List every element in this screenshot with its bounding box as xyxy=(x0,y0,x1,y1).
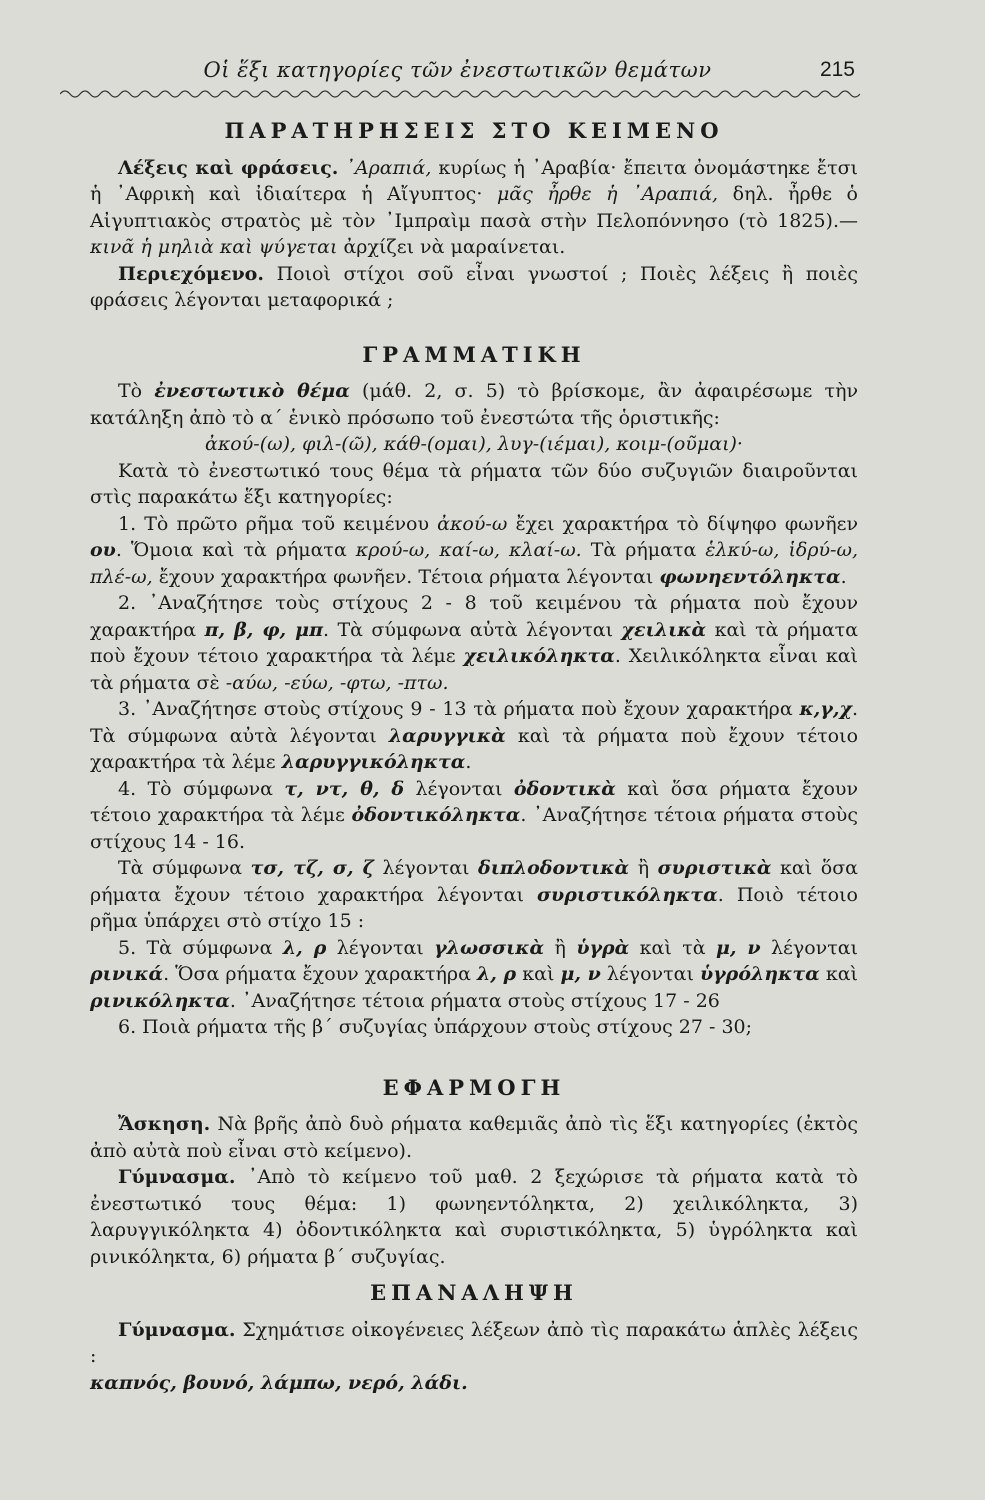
review-paragraph: Γύμνασμα. Σχημάτισε οἰκογένειες λέξεων ἀπὸ τὶς παρακάτω ἁπλὲς λέξεις : xyxy=(90,1318,858,1367)
grammar-item-1: 1. Τὸ πρῶτο ρῆμα τοῦ κειμένου ἀκού-ω ἔχει χαρακτήρα τὸ δίψηφο φωνῆεν ου. Ὅμοια καὶ τὰ ρήματα κρού-ω, καί-ω, κλαί-ω. Τὰ ρήματα ἑλκύ-ω, ἱδρύ-ω, πλέ-ω, ἔχουν χαρακτήρα φωνῆεν. Τέτοια ρήματα λέγονται φωνηεντόληκτα. xyxy=(90,512,859,588)
lead-review-practice: Γύμνασμα. xyxy=(118,1318,236,1341)
grammar-item-5: 5. Τὰ σύμφωνα λ, ρ λέγονται γλωσσικὰ ἢ ὑγρὰ καὶ τὰ μ, ν λέγονται ρινικά. Ὅσα ρήματα ἔχουν χαρακτήρα λ, ρ καὶ μ, ν λέγονται ὑγρόληκτα καὶ ρινικόληκτα. ᾿Αναζήτησε τέτοια ρήματα στοὺς στίχους 17 - 26 xyxy=(90,936,859,1012)
section-title-review: ΕΠΑΝΑΛΗΨΗ xyxy=(370,1280,578,1305)
section-title-observations: ΠΑΡΑΤΗΡΗΣΕΙΣ ΣΤΟ ΚΕΙΜΕΝΟ xyxy=(224,118,724,143)
grammar-intro-2: Κατὰ τὸ ἐνεστωτικό τους θέμα τὰ ρήματα τῶν δύο συζυγιῶν διαιροῦνται στὶς παρακάτω ἕξι κατηγορίες: xyxy=(90,459,858,508)
grammar-item-2: 2. ᾿Αναζήτησε τοὺς στίχους 2 - 8 τοῦ κειμένου τὰ ρήματα ποὺ ἔχουν χαρακτήρα π, β, φ, μπ. Τὰ σύμφωνα αὐτὰ λέγονται χειλικὰ καὶ τὰ ρήματα ποὺ ἔχουν τέτοιο χαρακτήρα τὰ λέμε χειλικόληκτα. Χειλικόληκτα εἶναι καὶ τὰ ρήματα σὲ -αύω, -εύω, -φτω, -πτω. xyxy=(90,592,859,694)
running-title: Οἱ ἕξι κατηγορίες τῶν ἐνεστωτικῶν θεμάτων xyxy=(203,58,712,82)
grammar-item-6: 6. Ποιὰ ρήματα τῆς β΄ συζυγίας ὑπάρχουν στοὺς στίχους 27 - 30; xyxy=(118,1016,753,1038)
section-title-grammar: ΓΡΑΜΜΑΤΙΚΗ xyxy=(362,341,586,367)
practice-paragraph: Γύμνασμα. ᾿Απὸ τὸ κείμενο τοῦ μαθ. 2 ξεχώρισε τὰ ρήματα κατὰ τὸ ἐνεστωτικό τους θέμα: 1) φωνηεντόληκτα, 2) χειλικόληκτα, 3) λαρυγγικόληκτα 4) ὀδοντικόληκτα καὶ συριστικόληκτα, 5) ὑγρόληκτα καὶ ρινικόληκτα, 6) ρήματα β΄ συζυγίας. xyxy=(90,1166,858,1268)
grammar-item-4b: Τὰ σύμφωνα τσ, τζ, σ, ζ λέγονται διπλοδοντικὰ ἢ συριστικὰ καὶ ὅσα ρήματα ἔχουν τέτοιο χαρακτήρα λέγονται συριστικόληκτα. Ποιὸ τέτοιο ρῆμα ὑπάρχει στὸ στίχο 15 : xyxy=(90,857,858,932)
page-content xyxy=(90,118,858,1396)
grammar-item-4: 4. Τὸ σύμφωνα τ, ντ, θ, δ λέγονται ὀδοντικὰ καὶ ὅσα ρήματα ἔχουν τέτοιο χαρακτήρα τὰ λέμε ὀδοντικόληκτα. ᾿Αναζήτησε τέτοια ρήματα στοὺς στίχους 14 - 16. xyxy=(90,777,859,853)
paragraph-words-phrases: Λέξεις καὶ φράσεις. ᾿Αραπιά, κυρίως ἡ ᾿Αραβία· ἔπειτα ὀνομάστηκε ἔτσι ἡ ᾿Αφρικὴ καὶ ἰδιαίτερα ἡ Αἴγυπτος· μᾶς ἦρθε ἡ ᾿Αραπιά, δηλ. ἦρθε ὁ Αἰγυπτιακὸς στρατὸς μὲ τὸν ᾿Ιμπραὶμ πασὰ στὴν Πελοπόννησο (τὸ 1825).— κινᾶ ἡ μηλιὰ καὶ ψύγεται ἀρχίζει νὰ μαραίνεται. xyxy=(90,156,858,258)
grammar-examples: ἀκού-(ω), φιλ-(ῶ), κάθ-(ομαι), λυγ-(ιέμαι), κοιμ-(οῦμαι)· xyxy=(205,433,743,455)
section-title-application: ΕΦΑΡΜΟΓΗ xyxy=(382,1074,566,1100)
page-number: 215 xyxy=(819,58,855,81)
lead-exercise: Ἄσκηση. xyxy=(118,1113,211,1135)
grammar-intro: Τὸ ἐνεστωτικὸ θέμα (μάθ. 2, σ. 5) τὸ βρίσκομε, ἂν ἀφαιρέσωμε τὴν κατάληξη ἀπὸ τὸ α΄ ἑνικὸ πρόσωπο τοῦ ἐνεστώτα τῆς ὁριστικῆς: xyxy=(90,380,858,429)
paragraph-content: Περιεχόμενο. Ποιοὶ στίχοι σοῦ εἶναι γνωστοί ; Ποιὲς λέξεις ἢ ποιὲς φράσεις λέγονται μεταφορικά ; xyxy=(90,262,858,311)
grammar-item-3: 3. ᾿Αναζήτησε στοὺς στίχους 9 - 13 τὰ ρήματα ποὺ ἔχουν χαρακτήρα κ,γ,χ. Τὰ σύμφωνα αὐτὰ λέγονται λαρυγγικὰ καὶ τὰ ρήματα ποὺ ἔχουν τέτοιο χαρακτήρα τὰ λέμε λαρυγγικόληκτα. xyxy=(90,698,859,773)
lead-content: Περιεχόμενο. xyxy=(118,262,264,285)
exercise-paragraph: Ἄσκηση. Νὰ βρῆς ἀπὸ δυὸ ρήματα καθεμιᾶς ἀπὸ τὶς ἕξι κατηγορίες (ἐκτὸς ἀπὸ αὐτὰ ποὺ εἶναι στὸ κείμενο). xyxy=(90,1113,858,1162)
lead-practice: Γύμνασμα. xyxy=(118,1166,236,1188)
review-word-list: καπνός, βουνό, λάμπω, νερό, λάδι. xyxy=(90,1371,468,1394)
lead-words-phrases: Λέξεις καὶ φράσεις. xyxy=(118,156,339,179)
wavy-header-rule xyxy=(60,88,860,100)
